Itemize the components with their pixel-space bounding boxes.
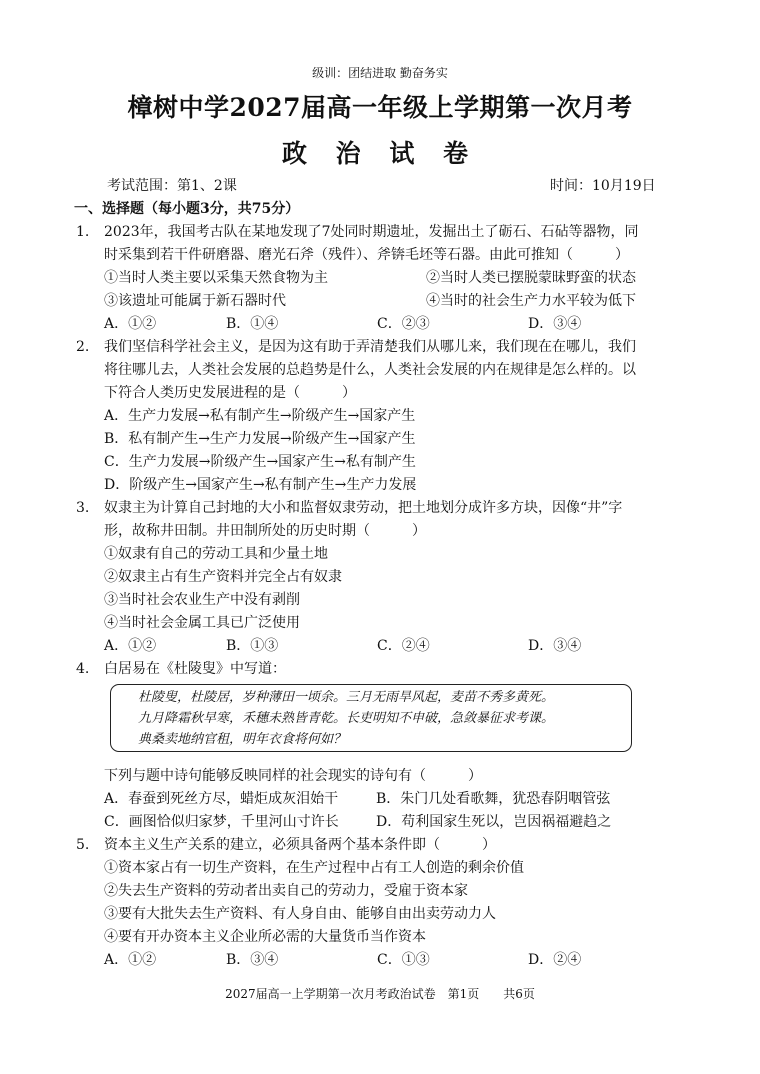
answer-choice: B．③④ — [226, 952, 279, 968]
question-text: 形，故称井田制。井田制所处的历史时期（ ） — [104, 523, 426, 539]
answer-choice: B．朱门几处看歌舞，犹恐春阴咽管弦 — [376, 791, 611, 807]
answer-choice: C．画图恰似归家梦，千里河山寸许长 — [104, 814, 339, 830]
question-text: 将往哪儿去，人类社会发展的总趋势是什么，人类社会发展的内在规律是怎么样的。以 — [104, 362, 636, 378]
statement-option: ③当时社会农业生产中没有剥削 — [104, 592, 300, 608]
question-number: 4. — [76, 661, 90, 677]
answer-choice: C．②④ — [377, 638, 430, 654]
answer-choice: D．阶级产生→国家产生→私有制产生→生产力发展 — [104, 477, 417, 493]
page-footer: 2027届高一上学期第一次月考政治试卷 第1页 共6页 — [225, 987, 535, 1001]
statement-option: ①资本家占有一切生产资料，在生产过程中占有工人创造的剩余价值 — [104, 860, 524, 876]
question-text: 我们坚信科学社会主义，是因为这有助于弄清楚我们从哪儿来，我们现在在哪儿，我们 — [104, 339, 636, 355]
answer-choice: A．①② — [104, 638, 157, 654]
statement-option: ④当时的社会生产力水平较为低下 — [426, 293, 636, 309]
answer-choice: D．③④ — [528, 638, 582, 654]
exam-title: 樟树中学2027届高一年级上学期第一次月考 — [127, 93, 633, 122]
exam-scope: 考试范围：第1、2课 — [107, 178, 237, 194]
answer-choice: C．②③ — [377, 316, 430, 332]
section-heading: 一、选择题（每小题3分，共75分） — [74, 201, 300, 217]
statement-option: ④当时社会金属工具已广泛使用 — [104, 615, 300, 631]
question-text: 资本主义生产关系的建立，必须具备两个基本条件即（ ） — [104, 837, 496, 853]
answer-choice: A．①② — [104, 952, 157, 968]
statement-option: ④要有开办资本主义企业所必需的大量货币当作资本 — [104, 929, 426, 945]
answer-choice: C．①③ — [377, 952, 430, 968]
question-number: 5. — [76, 837, 90, 853]
question-text: 下列与题中诗句能够反映同样的社会现实的诗句有（ ） — [104, 768, 482, 784]
exam-time: 时间：10月19日 — [550, 178, 656, 194]
statement-option: ③该遗址可能属于新石器时代 — [104, 293, 286, 309]
question-text: 下符合人类历史发展进程的是（ ） — [104, 385, 356, 401]
answer-choice: A．①② — [104, 316, 157, 332]
poem-line: 典桑卖地纳官租，明年衣食将何如？ — [138, 732, 347, 747]
statement-option: ②失去生产资料的劳动者出卖自己的劳动力，受雇于资本家 — [104, 883, 468, 899]
question-text: 奴隶主为计算自己封地的大小和监督奴隶劳动，把土地划分成许多方块，因像“井”字 — [104, 500, 623, 516]
question-text: 白居易在《杜陵叟》中写道： — [104, 661, 286, 677]
question-number: 2. — [76, 339, 90, 355]
answer-choice: B．①④ — [226, 316, 279, 332]
statement-option: ②当时人类已摆脱蒙昧野蛮的状态 — [426, 270, 636, 286]
statement-option: ①奴隶有自己的劳动工具和少量土地 — [104, 546, 328, 562]
exam-subtitle: 政 治 试 卷 — [281, 139, 479, 168]
statement-option: ①当时人类主要以采集天然食物为主 — [104, 270, 328, 286]
answer-choice: D．②④ — [528, 952, 582, 968]
question-number: 1. — [76, 224, 90, 240]
question-text: 2023年，我国考古队在某地发现了7处同时期遗址，发掘出土了砺石、石砧等器物，同 — [104, 224, 639, 240]
answer-choice: A．春蚕到死丝方尽，蜡炬成灰泪始干 — [104, 791, 339, 807]
question-text: 时采集到若干件研磨器、磨光石斧（残件）、斧锛毛坯等石器。由此可推知（ ） — [104, 247, 629, 263]
statement-option: ③要有大批失去生产资料、有人身自由、能够自由出卖劳动力人 — [104, 906, 496, 922]
answer-choice: B．①③ — [226, 638, 279, 654]
statement-option: ②奴隶主占有生产资料并完全占有奴隶 — [104, 569, 342, 585]
poem-line: 杜陵叟，杜陵居，岁种薄田一顷余。三月无雨旱风起，麦苗不秀多黄死。 — [138, 690, 555, 705]
answer-choice: B．私有制产生→生产力发展→阶级产生→国家产生 — [104, 431, 416, 447]
answer-choice: A．生产力发展→私有制产生→阶级产生→国家产生 — [104, 408, 416, 424]
answer-choice: D．苟利国家生死以，岂因祸福避趋之 — [376, 814, 612, 830]
school-motto: 级训：团结进取 勤奋务实 — [312, 66, 448, 80]
poem-line: 九月降霜秋早寒，禾穗未熟皆青乾。长吏明知不申破，急敛暴征求考课。 — [138, 711, 555, 726]
answer-choice: C．生产力发展→阶级产生→国家产生→私有制产生 — [104, 454, 416, 470]
question-number: 3. — [76, 500, 90, 516]
answer-choice: D．③④ — [528, 316, 582, 332]
